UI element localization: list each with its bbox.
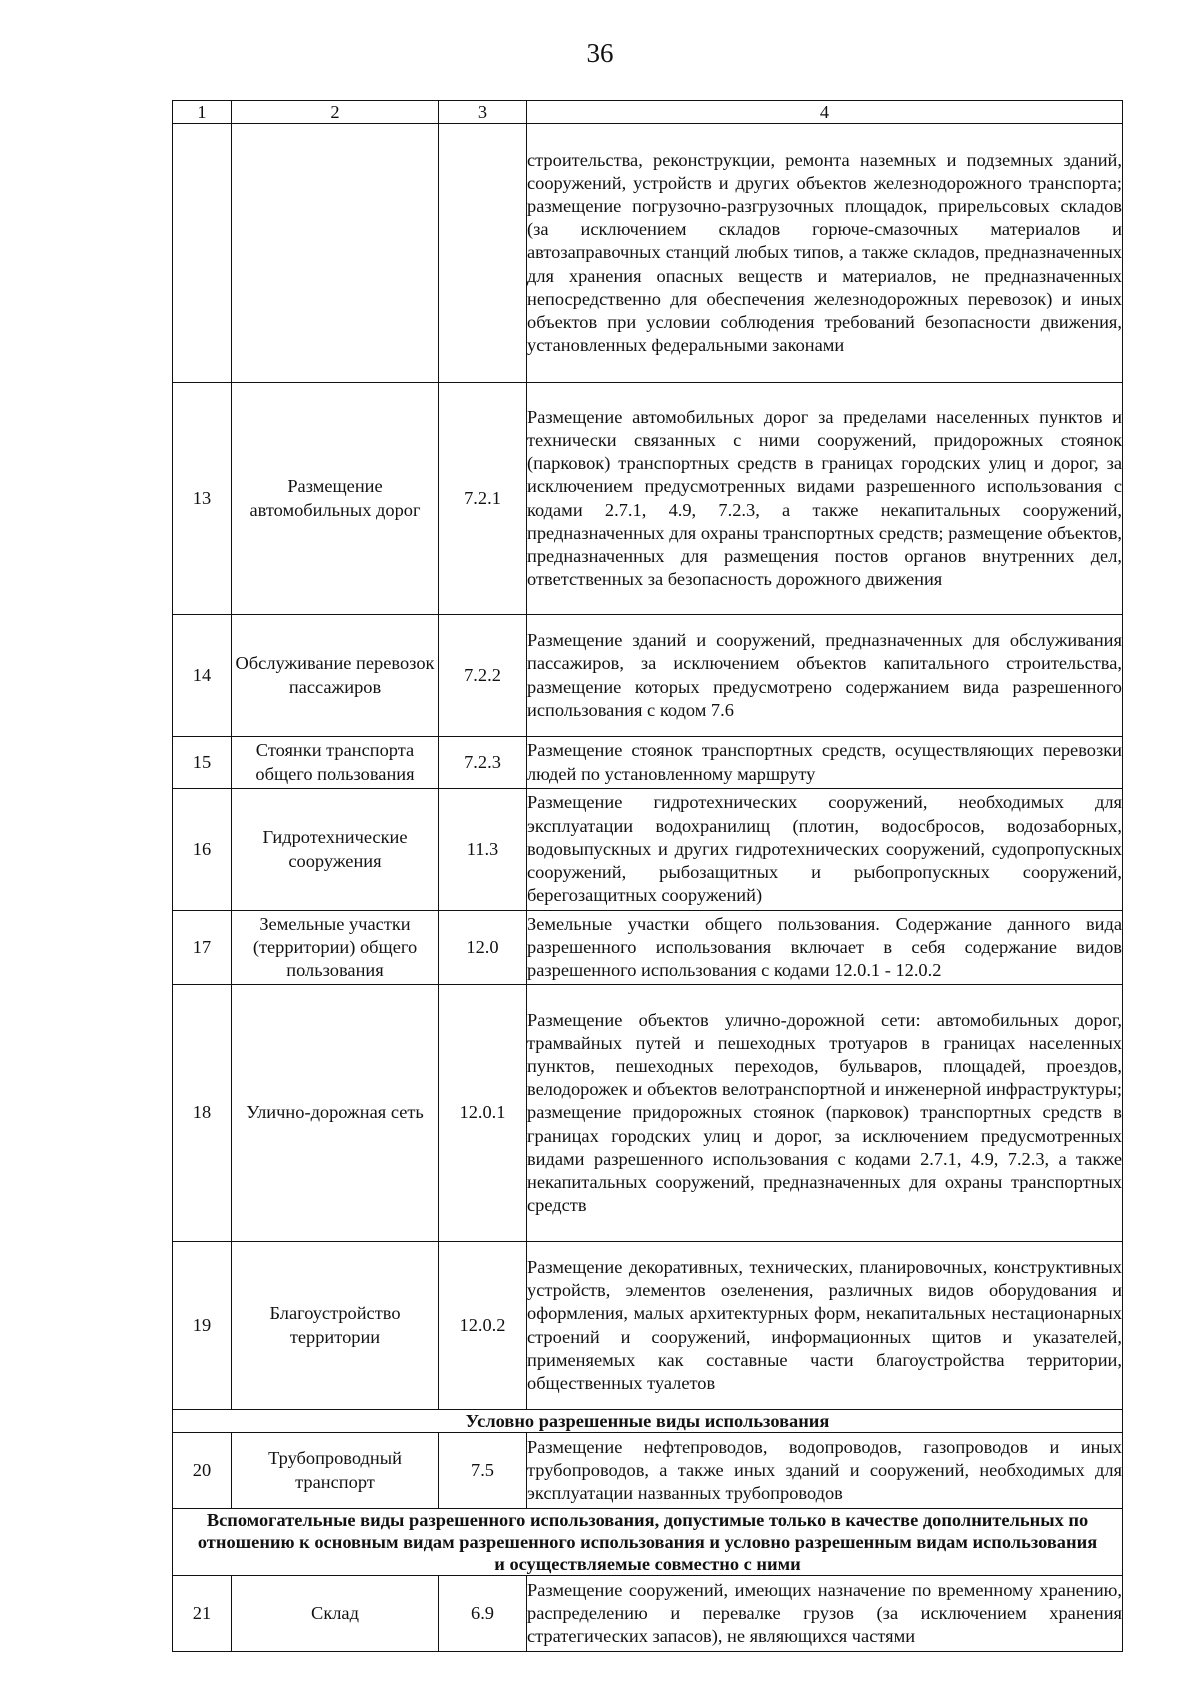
row-number: 18 <box>173 985 232 1242</box>
row-description: Размещение сооружений, имеющих назначение по временному хранению, распределению и перевалке грузов (за исключением хранения стратегических запасов), не являющихся частями <box>527 1576 1123 1652</box>
row-name: Трубопроводный транспорт <box>232 1433 439 1509</box>
row-name: Размещение автомобильных дорог <box>232 383 439 615</box>
row-description: Земельные участки общего пользования. Содержание данного вида разрешенного использования включает в себя содержание видов разрешенного использования с кодами 12.0.1 - 12.0.2 <box>527 911 1123 985</box>
table-row <box>173 985 1123 1242</box>
row-number: 14 <box>173 615 232 737</box>
row-name: Земельные участки (территории) общего пользования <box>232 911 439 985</box>
row-description: Размещение декоративных, технических, планировочных, конструктивных устройств, элементов озеленения, различных видов оборудования и оформления, малых архитектурных форм, некапитальных нестационарных строений и сооружений, информационных щитов и указателей, применяемых как составные части благоустройства территории, общественных туалетов <box>527 1242 1123 1410</box>
row-code: 7.2.2 <box>439 615 527 737</box>
row-code: 7.2.3 <box>439 737 527 789</box>
row-number: 16 <box>173 789 232 911</box>
row-name: Гидротехнические сооружения <box>232 789 439 911</box>
section-title-conditional: Условно разрешенные виды использования <box>173 1410 1123 1433</box>
row-number: 15 <box>173 737 232 789</box>
table-header-row <box>173 101 1123 124</box>
table-row <box>173 789 1123 911</box>
section-heading-auxiliary <box>173 1509 1123 1576</box>
row-description: Размещение стоянок транспортных средств, осуществляющих перевозки людей по установленному маршруту <box>527 737 1123 789</box>
row-code: 12.0 <box>439 911 527 985</box>
row-description: Размещение объектов улично-дорожной сети: автомобильных дорог, трамвайных путей и пешеходных тротуаров в границах населенных пунктов, пешеходных переходов, бульваров, площадей, проездов, велодорожек и объектов велотранспортной и инженерной инфраструктуры; размещение придорожных стоянок (парковок) транспортных средств в границах городских улиц и дорог, за исключением предусмотренных видами разрешенного использования с кодами 2.7.1, 4.9, 7.2.3, а также некапитальных сооружений, предназначенных для охраны транспортных средств <box>527 985 1123 1242</box>
table-row <box>173 383 1123 615</box>
header-col-2: 2 <box>232 101 439 124</box>
row-code: 11.3 <box>439 789 527 911</box>
row-number: 13 <box>173 383 232 615</box>
section-heading-conditional <box>173 1410 1123 1433</box>
row-description: Размещение гидротехнических сооружений, необходимых для эксплуатации водохранилищ (плотин, водосбросов, водозаборных, водовыпускных и других гидротехнических сооружений, судопропускных сооружений, рыбозащитных и рыбопропускных сооружений, берегозащитных сооружений) <box>527 789 1123 911</box>
header-col-3: 3 <box>439 101 527 124</box>
header-col-4: 4 <box>527 101 1123 124</box>
table-row <box>173 1242 1123 1410</box>
page-number: 36 <box>586 38 614 68</box>
row-description: строительства, реконструкции, ремонта наземных и подземных зданий, сооружений, устройств и других объектов железнодорожного транспорта; размещение погрузочно-разгрузочных площадок, прирельсовых складов (за исключением складов горюче-смазочных материалов и автозаправочных станций любых типов, а также складов, предназначенных для хранения опасных веществ и материалов, не предназначенных непосредственно для обеспечения железнодорожных перевозок) и иных объектов при условии соблюдения требований безопасности движения, установленных федеральными законами <box>527 124 1123 383</box>
row-name: Стоянки транспорта общего пользования <box>232 737 439 789</box>
row-code: 7.5 <box>439 1433 527 1509</box>
row-name: Склад <box>232 1576 439 1652</box>
row-name: Обслуживание перевозок пассажиров <box>232 615 439 737</box>
land-use-table <box>172 100 1123 1652</box>
row-description: Размещение нефтепроводов, водопроводов, газопроводов и иных трубопроводов, а также иных зданий и сооружений, необходимых для эксплуатации названных трубопроводов <box>527 1433 1123 1509</box>
row-description: Размещение автомобильных дорог за пределами населенных пунктов и технически связанных с ними сооружений, придорожных стоянок (парковок) транспортных средств в границах городских улиц и дорог, за исключением предусмотренных видами разрешенного использования с кодами 2.7.1, 4.9, 7.2.3, а также некапитальных сооружений, предназначенных для охраны транспортных средств; размещение объектов, предназначенных для размещения постов органов внутренних дел, ответственных за безопасность дорожного движения <box>527 383 1123 615</box>
row-name: Улично-дорожная сеть <box>232 985 439 1242</box>
row-number: 17 <box>173 911 232 985</box>
row-code: 12.0.2 <box>439 1242 527 1410</box>
row-number: 21 <box>173 1576 232 1652</box>
row-code <box>439 124 527 383</box>
row-name: Благоустройство территории <box>232 1242 439 1410</box>
table-row <box>173 911 1123 985</box>
section-title-auxiliary: Вспомогательные виды разрешенного использования, допустимые только в качестве дополнительных по отношению к основным видам разрешенного использования и условно разрешенным видам использования и осуществляемые совместно с ними <box>173 1509 1123 1576</box>
row-code: 7.2.1 <box>439 383 527 615</box>
row-description: Размещение зданий и сооружений, предназначенных для обслуживания пассажиров, за исключением объектов капитального строительства, размещение которых предусмотрено содержанием вида разрешенного использования с кодом 7.6 <box>527 615 1123 737</box>
header-col-1: 1 <box>173 101 232 124</box>
row-number: 19 <box>173 1242 232 1410</box>
row-number: 20 <box>173 1433 232 1509</box>
table-row <box>173 1433 1123 1509</box>
table-row <box>173 615 1123 737</box>
table-row <box>173 124 1123 383</box>
row-number <box>173 124 232 383</box>
row-code: 6.9 <box>439 1576 527 1652</box>
row-name <box>232 124 439 383</box>
row-code: 12.0.1 <box>439 985 527 1242</box>
table-row <box>173 737 1123 789</box>
table-row <box>173 1576 1123 1652</box>
